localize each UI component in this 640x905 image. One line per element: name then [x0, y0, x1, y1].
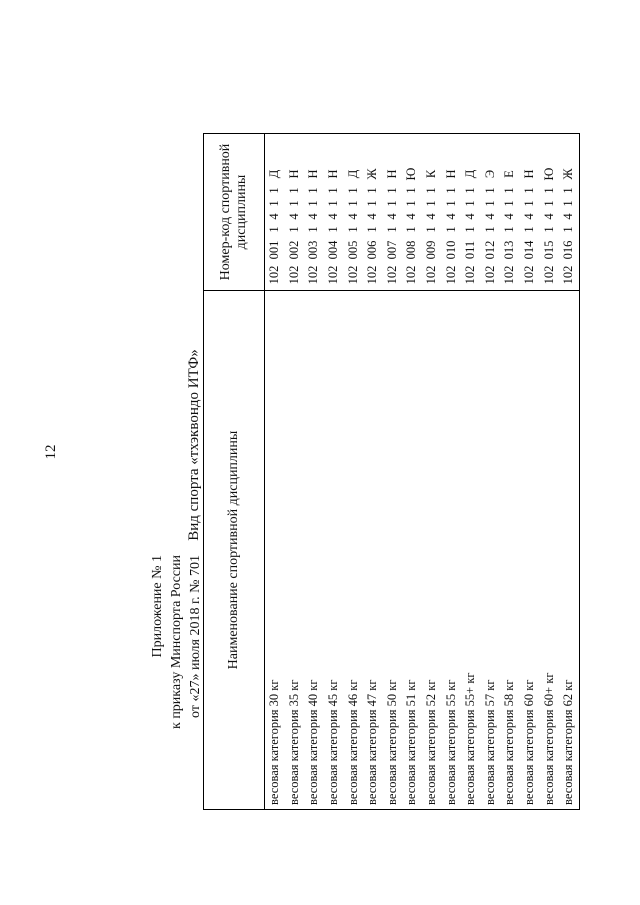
code-part: 102 — [561, 265, 576, 285]
discipline-name: весовая категория 47 кг — [363, 291, 383, 810]
code-part: 1 — [424, 187, 439, 194]
code-part: 1 — [424, 200, 439, 207]
code-part: 1 — [267, 187, 282, 194]
code-part: 102 — [424, 265, 439, 285]
code-part: 008 — [404, 240, 419, 260]
code-part: 1 — [561, 226, 576, 233]
discipline-name: весовая категория 62 кг — [559, 291, 579, 810]
code-part: Д — [345, 169, 360, 179]
code-part: Н — [306, 169, 321, 179]
code-part: 1 — [463, 187, 478, 194]
discipline-code — [343, 134, 363, 291]
code-part: 1 — [443, 200, 458, 207]
code-part: 4 — [463, 213, 478, 220]
code-part: 1 — [404, 226, 419, 233]
discipline-name: весовая категория 52 кг — [422, 291, 442, 810]
code-part: Э — [482, 169, 497, 179]
code-part: 1 — [443, 226, 458, 233]
code-part: 007 — [384, 240, 399, 260]
code-part: 1 — [365, 200, 380, 207]
code-part: 1 — [345, 200, 360, 207]
discipline-name: весовая категория 51 кг — [402, 291, 422, 810]
discipline-name: весовая категория 46 кг — [343, 291, 363, 810]
code-part: 009 — [424, 240, 439, 260]
code-part: 4 — [424, 213, 439, 220]
code-part: 1 — [522, 187, 537, 194]
header-discipline-name: Наименование спортивной дисциплины — [204, 291, 265, 810]
code-part: Н — [522, 169, 537, 179]
table-row — [383, 134, 403, 810]
code-part: 1 — [306, 187, 321, 194]
code-part: 1 — [384, 226, 399, 233]
code-part: 4 — [522, 213, 537, 220]
code-part: 102 — [541, 265, 556, 285]
header-discipline-code: Номер-код спортивной дисциплины — [204, 134, 265, 291]
code-part: 4 — [326, 213, 341, 220]
discipline-name: весовая категория 30 кг — [265, 291, 285, 810]
code-part: 1 — [286, 200, 301, 207]
table-body — [265, 134, 580, 810]
discipline-code — [441, 134, 461, 291]
code-part: 1 — [424, 226, 439, 233]
code-part: Ю — [404, 167, 419, 181]
code-part: 102 — [482, 265, 497, 285]
discipline-name: весовая категория 50 кг — [383, 291, 403, 810]
discipline-code — [324, 134, 344, 291]
code-part: 1 — [267, 200, 282, 207]
code-part: 002 — [286, 240, 301, 260]
appendix-line-1: Приложение № 1 — [150, 555, 165, 658]
discipline-code — [481, 134, 501, 291]
code-part: 4 — [561, 213, 576, 220]
code-part: 1 — [541, 200, 556, 207]
table-header-row — [204, 134, 265, 810]
table-row — [461, 134, 481, 810]
code-part: 003 — [306, 240, 321, 260]
code-part: 1 — [522, 226, 537, 233]
discipline-name: весовая категория 60+ кг — [539, 291, 559, 810]
code-part: 1 — [541, 187, 556, 194]
code-part: Н — [443, 169, 458, 179]
code-part: 102 — [365, 265, 380, 285]
discipline-name: весовая категория 45 кг — [324, 291, 344, 810]
discipline-code — [539, 134, 559, 291]
discipline-name: весовая категория 55+ кг — [461, 291, 481, 810]
code-part: 1 — [463, 200, 478, 207]
table-row — [285, 134, 305, 810]
code-part: 4 — [365, 213, 380, 220]
discipline-code — [559, 134, 579, 291]
code-part: 1 — [365, 187, 380, 194]
table-row — [304, 134, 324, 810]
code-part: 1 — [404, 200, 419, 207]
table-row — [481, 134, 501, 810]
code-part: Е — [502, 170, 517, 178]
code-part: 012 — [482, 240, 497, 260]
code-part: 102 — [522, 265, 537, 285]
code-part: 1 — [326, 187, 341, 194]
code-part: Ж — [365, 168, 380, 180]
table-row — [520, 134, 540, 810]
code-part: 4 — [404, 213, 419, 220]
code-part: К — [424, 169, 439, 179]
code-part: 102 — [326, 265, 341, 285]
code-part: 1 — [326, 226, 341, 233]
table-row — [265, 134, 285, 810]
table-row — [500, 134, 520, 810]
discipline-name: весовая категория 35 кг — [285, 291, 305, 810]
code-part: 1 — [482, 200, 497, 207]
code-part: 1 — [443, 187, 458, 194]
code-part: 102 — [443, 265, 458, 285]
disciplines-table — [203, 133, 580, 810]
code-part: 014 — [522, 240, 537, 260]
code-part: 1 — [482, 226, 497, 233]
code-part: 1 — [522, 200, 537, 207]
discipline-code — [363, 134, 383, 291]
table-row — [559, 134, 579, 810]
page-number: 12 — [43, 444, 59, 460]
discipline-name: весовая категория 55 кг — [441, 291, 461, 810]
code-part: Ж — [561, 168, 576, 180]
code-part: 1 — [561, 200, 576, 207]
code-part: 1 — [541, 226, 556, 233]
table-row — [539, 134, 559, 810]
code-part: 1 — [286, 187, 301, 194]
code-part: 004 — [326, 240, 341, 260]
code-part: 013 — [502, 240, 517, 260]
discipline-code — [422, 134, 442, 291]
discipline-code — [461, 134, 481, 291]
code-part: 102 — [267, 265, 282, 285]
code-part: 102 — [345, 265, 360, 285]
code-part: 1 — [502, 187, 517, 194]
code-part: 1 — [306, 200, 321, 207]
table-row — [363, 134, 383, 810]
code-part: 1 — [384, 187, 399, 194]
code-part: 1 — [463, 226, 478, 233]
code-part: 1 — [365, 226, 380, 233]
code-part: 102 — [384, 265, 399, 285]
code-part: Д — [463, 169, 478, 179]
code-part: Н — [286, 169, 301, 179]
code-part: 4 — [384, 213, 399, 220]
code-part: 011 — [463, 240, 478, 260]
code-part: 4 — [286, 213, 301, 220]
discipline-code — [383, 134, 403, 291]
code-part: 1 — [345, 226, 360, 233]
code-part: 1 — [267, 226, 282, 233]
code-part: 1 — [345, 187, 360, 194]
code-part: 102 — [463, 265, 478, 285]
code-part: Д — [267, 169, 282, 179]
code-part: 102 — [306, 265, 321, 285]
discipline-code — [520, 134, 540, 291]
discipline-name: весовая категория 58 кг — [500, 291, 520, 810]
table-row — [422, 134, 442, 810]
discipline-code — [304, 134, 324, 291]
sport-title: Вид спорта «тхэквондо ИТФ» — [186, 349, 202, 541]
code-part: 1 — [502, 200, 517, 207]
discipline-code — [500, 134, 520, 291]
code-part: 015 — [541, 240, 556, 260]
code-part: 1 — [384, 200, 399, 207]
table-row — [402, 134, 422, 810]
appendix-line-2: к приказу Минспорта России — [169, 555, 184, 729]
code-part: 4 — [443, 213, 458, 220]
code-part: 1 — [306, 226, 321, 233]
code-part: 001 — [267, 240, 282, 260]
code-part: 1 — [482, 187, 497, 194]
discipline-name: весовая категория 40 кг — [304, 291, 324, 810]
code-part: 1 — [502, 226, 517, 233]
discipline-name: весовая категория 57 кг — [481, 291, 501, 810]
table-row — [343, 134, 363, 810]
code-part: 005 — [345, 240, 360, 260]
code-part: 1 — [286, 226, 301, 233]
discipline-code — [285, 134, 305, 291]
discipline-code — [402, 134, 422, 291]
table-row — [324, 134, 344, 810]
appendix-line-3: от «27» июля 2018 г. № 701 — [188, 555, 203, 718]
code-part: 010 — [443, 240, 458, 260]
code-part: 102 — [286, 265, 301, 285]
code-part: 1 — [404, 187, 419, 194]
code-part: 102 — [502, 265, 517, 285]
code-part: 1 — [561, 187, 576, 194]
code-part: 4 — [541, 213, 556, 220]
table-row — [441, 134, 461, 810]
code-part: Ю — [541, 167, 556, 181]
code-part: 4 — [345, 213, 360, 220]
discipline-name: весовая категория 60 кг — [520, 291, 540, 810]
code-part: 016 — [561, 240, 576, 260]
code-part: 102 — [404, 265, 419, 285]
code-part: Н — [384, 169, 399, 179]
discipline-code — [265, 134, 285, 291]
code-part: 4 — [502, 213, 517, 220]
code-part: Н — [326, 169, 341, 179]
code-part: 006 — [365, 240, 380, 260]
code-part: 4 — [306, 213, 321, 220]
code-part: 4 — [267, 213, 282, 220]
code-part: 4 — [482, 213, 497, 220]
code-part: 1 — [326, 200, 341, 207]
